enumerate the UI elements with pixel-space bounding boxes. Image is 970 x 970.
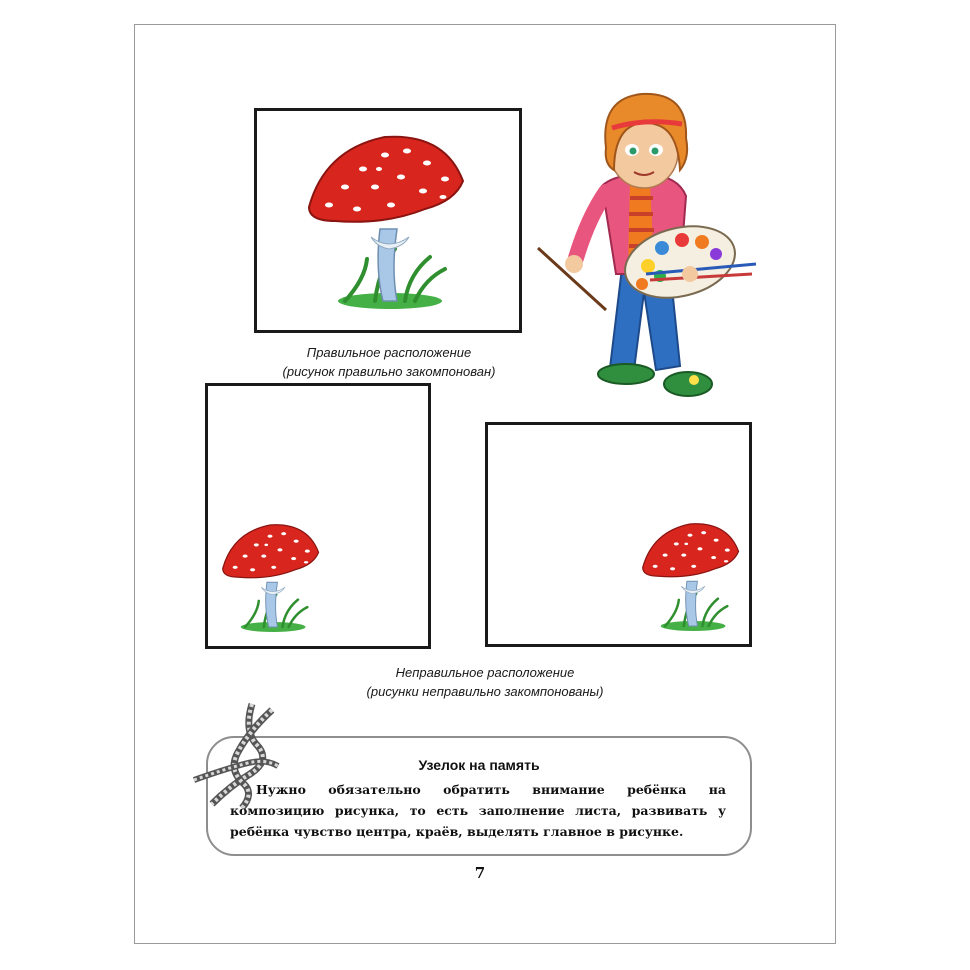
wrong-caption — [330, 663, 640, 701]
correct-caption-line1: Правильное расположение — [306, 345, 472, 360]
wrong-caption-line1: Неправильное расположение — [395, 665, 575, 680]
fly-agaric-mushroom-icon — [220, 520, 320, 632]
correct-caption — [244, 343, 534, 381]
fly-agaric-mushroom-icon — [305, 129, 465, 309]
correct-composition-frame — [254, 108, 522, 333]
wrong-composition-frame-right — [485, 422, 752, 647]
wrong-composition-frame-left — [205, 383, 431, 649]
memo-title: Узелок на память — [418, 757, 540, 773]
boy-painter-illustration — [530, 78, 760, 408]
page-number: 7 — [474, 864, 486, 882]
memo-text: Нужно обязательно обратить внимание ребёнка на композицию рисунка, то есть заполнение листа, развивать у ребёнка чувство центра, краёв, выделять главное в рисунке. — [230, 782, 726, 839]
wrong-caption-line2: (рисунки неправильно закомпонованы) — [366, 684, 604, 699]
fly-agaric-mushroom-icon — [640, 519, 740, 631]
correct-caption-line2: (рисунок правильно закомпонован) — [282, 364, 496, 379]
